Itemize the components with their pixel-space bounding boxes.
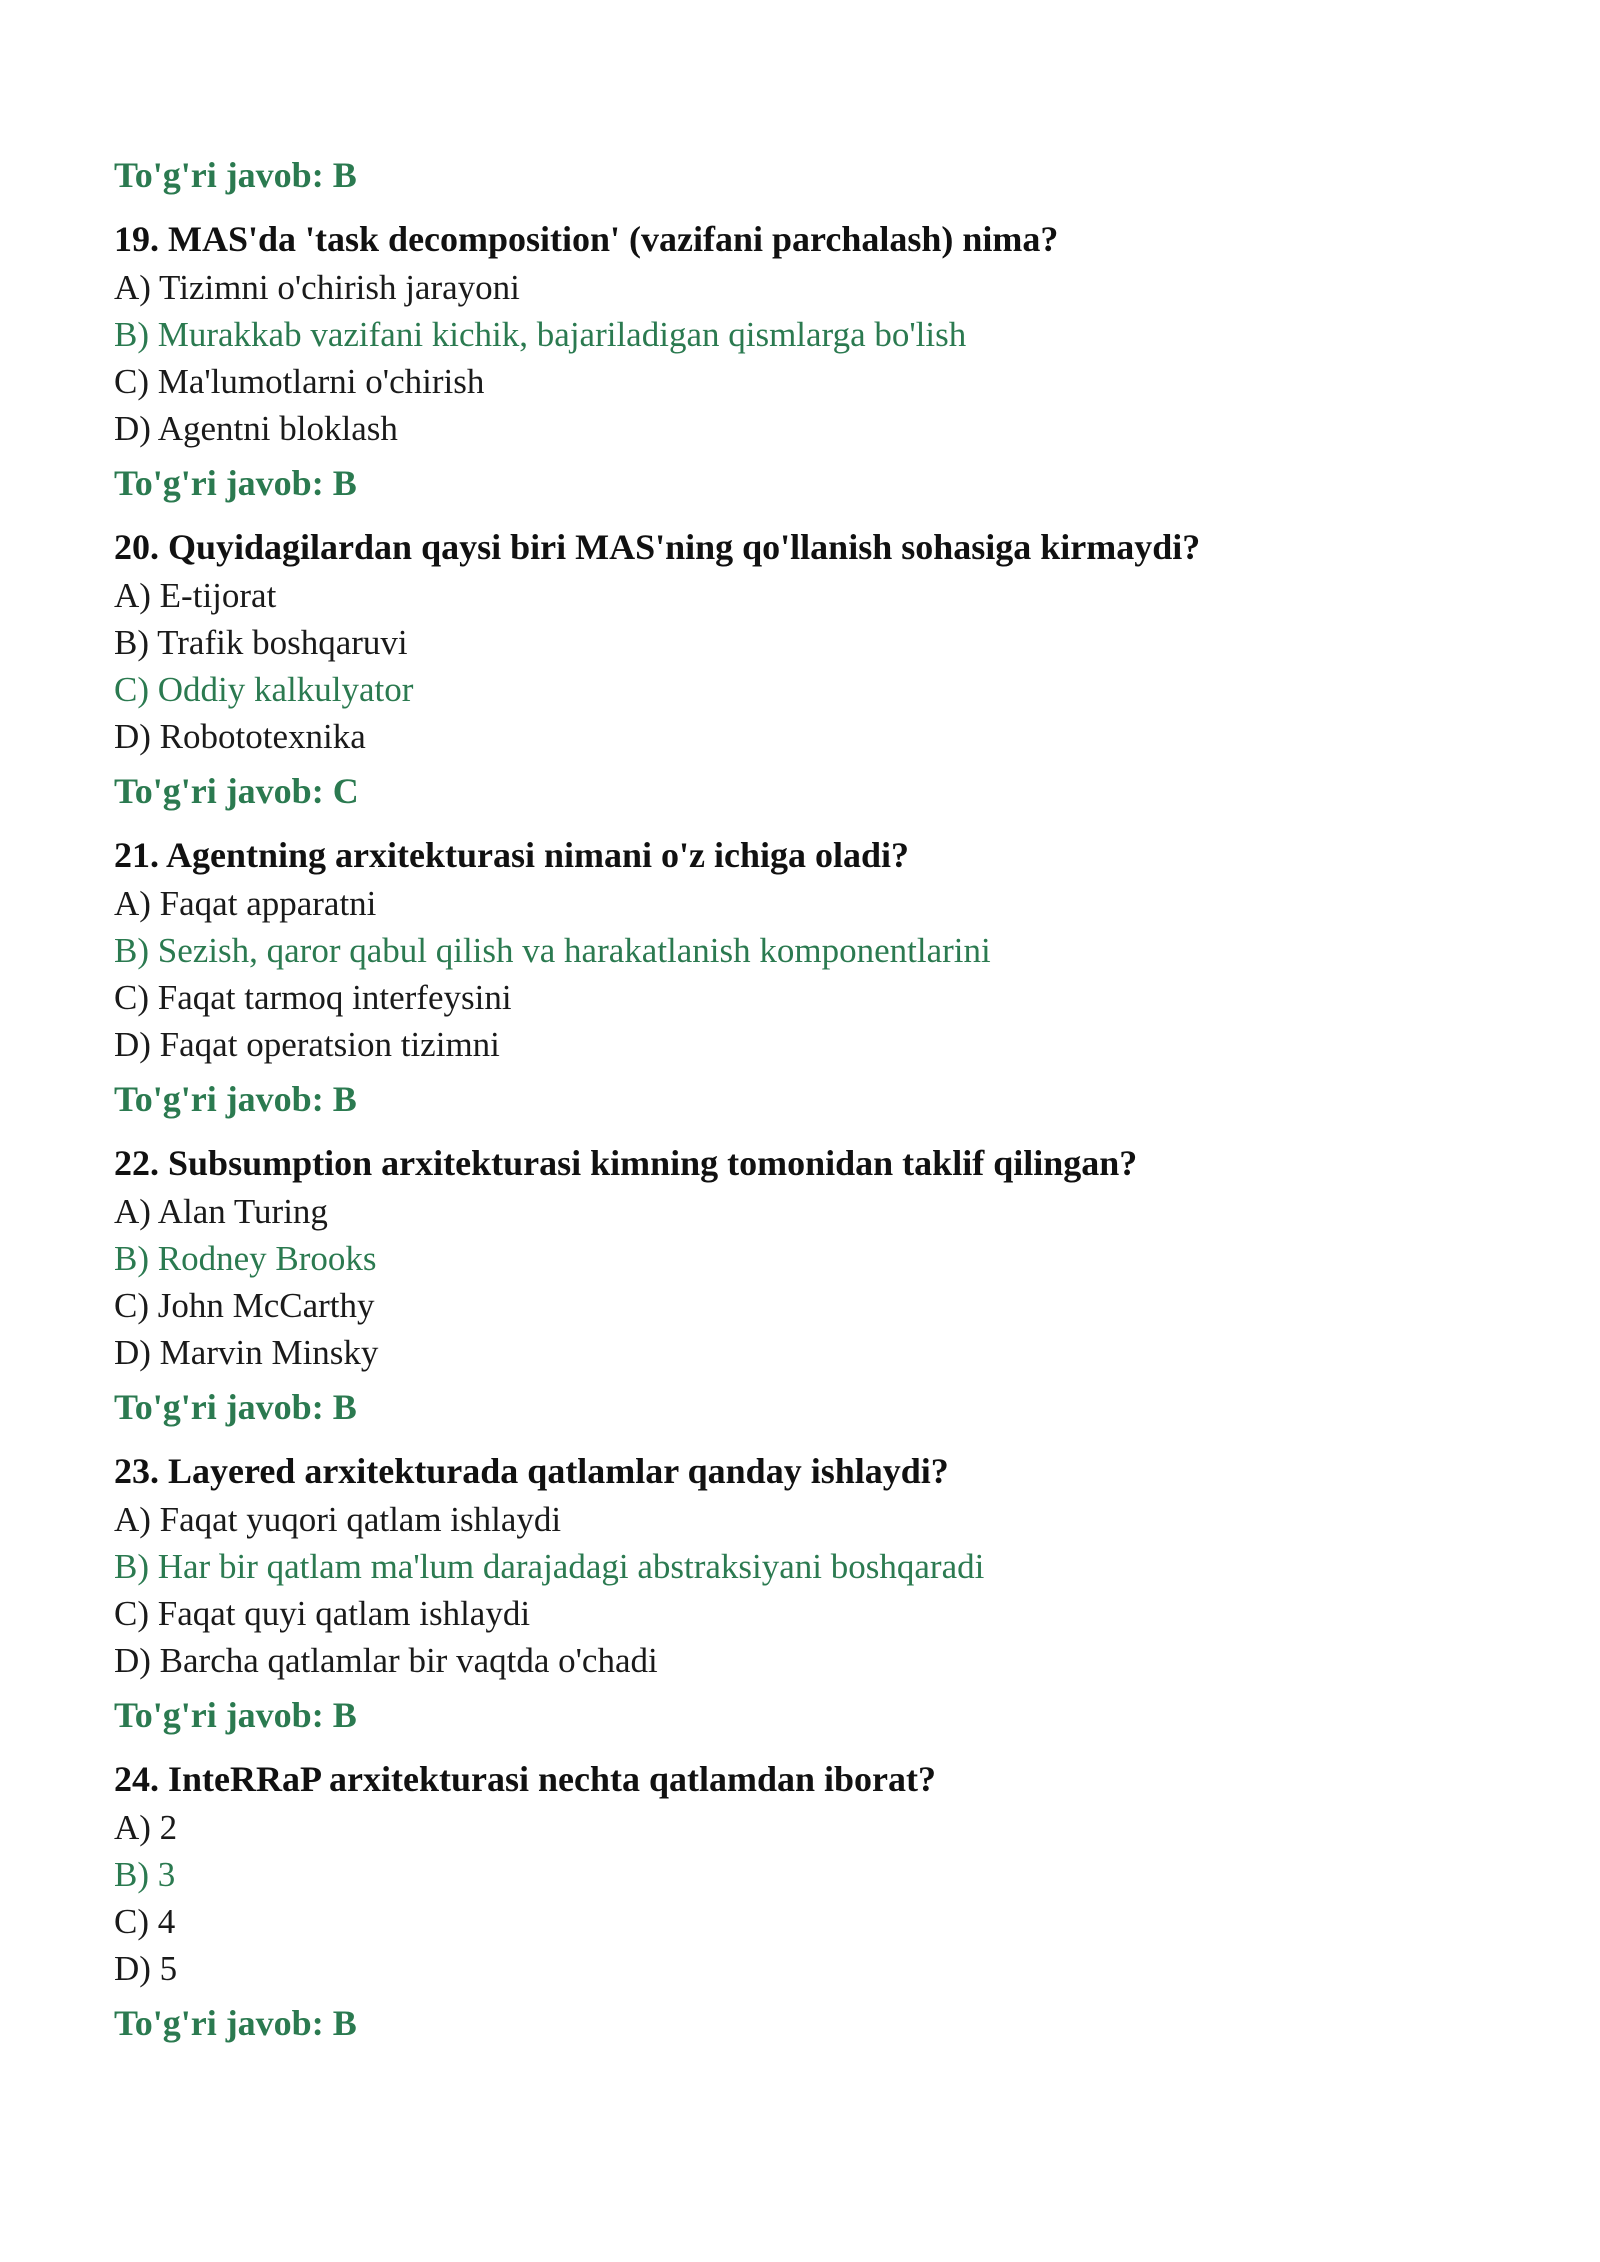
question-text: 23. Layered arxitekturada qatlamlar qanday ishlaydi?	[114, 1451, 949, 1491]
option-c: C) 4	[114, 1902, 176, 1941]
correct-answer: To'g'ri javob: B	[114, 2003, 357, 2043]
option-b-correct: B) Rodney Brooks	[114, 1239, 377, 1278]
option-c: C) Faqat tarmoq interfeysini	[114, 978, 512, 1017]
option-d: D) Marvin Minsky	[114, 1333, 379, 1372]
question-23	[114, 1446, 1514, 1740]
question-text: 22. Subsumption arxitekturasi kimning tomonidan taklif qilingan?	[114, 1143, 1138, 1183]
question-text: 19. MAS'da 'task decomposition' (vazifani parchalash) nima?	[114, 219, 1059, 259]
question-24	[114, 1754, 1514, 2048]
option-a: A) Faqat yuqori qatlam ishlaydi	[114, 1500, 562, 1539]
question-20	[114, 522, 1514, 816]
option-a: A) 2	[114, 1808, 178, 1847]
correct-answer: To'g'ri javob: B	[114, 1387, 357, 1427]
option-a: A) Faqat apparatni	[114, 884, 377, 923]
question-text: 21. Agentning arxitekturasi nimani o'z ichiga oladi?	[114, 835, 910, 875]
question-text: 20. Quyidagilardan qaysi biri MAS'ning qo'llanish sohasiga kirmaydi?	[114, 527, 1201, 567]
correct-answer: To'g'ri javob: B	[114, 1695, 357, 1735]
option-d: D) Faqat operatsion tizimni	[114, 1025, 500, 1064]
question-21	[114, 830, 1514, 1124]
option-b-correct: B) 3	[114, 1855, 176, 1894]
option-c-correct: C) Oddiy kalkulyator	[114, 670, 414, 709]
document-page	[114, 150, 1514, 2062]
question-19	[114, 214, 1514, 508]
option-d: D) Agentni bloklash	[114, 409, 398, 448]
option-c: C) Faqat quyi qatlam ishlaydi	[114, 1594, 531, 1633]
option-c: C) John McCarthy	[114, 1286, 375, 1325]
option-a: A) Alan Turing	[114, 1192, 328, 1231]
option-b-correct: B) Har bir qatlam ma'lum darajadagi abstraksiyani boshqaradi	[114, 1547, 985, 1586]
option-b: B) Trafik boshqaruvi	[114, 623, 408, 662]
correct-answer: To'g'ri javob: B	[114, 463, 357, 503]
option-a: A) E-tijorat	[114, 576, 277, 615]
previous-answer: To'g'ri javob: B	[114, 155, 357, 195]
option-d: D) Robototexnika	[114, 717, 366, 756]
correct-answer: To'g'ri javob: B	[114, 1079, 357, 1119]
option-a: A) Tizimni o'chirish jarayoni	[114, 268, 520, 307]
option-b-correct: B) Murakkab vazifani kichik, bajariladigan qismlarga bo'lish	[114, 315, 967, 354]
option-d: D) 5	[114, 1949, 178, 1988]
question-22	[114, 1138, 1514, 1432]
option-c: C) Ma'lumotlarni o'chirish	[114, 362, 485, 401]
correct-answer: To'g'ri javob: C	[114, 771, 359, 811]
option-d: D) Barcha qatlamlar bir vaqtda o'chadi	[114, 1641, 658, 1680]
option-b-correct: B) Sezish, qaror qabul qilish va harakatlanish komponentlarini	[114, 931, 991, 970]
question-text: 24. InteRRaP arxitekturasi nechta qatlamdan iborat?	[114, 1759, 936, 1799]
